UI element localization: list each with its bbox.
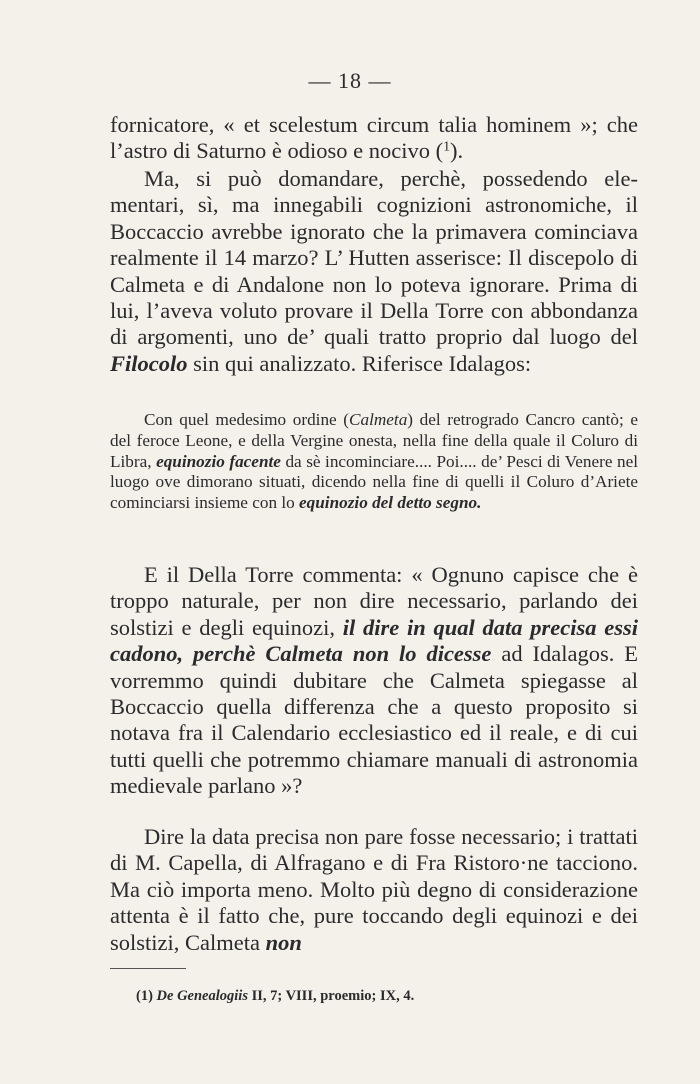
quote-italic-name: Calmeta: [349, 410, 408, 429]
footnote: [136, 987, 636, 1005]
emphasized-word: non: [265, 929, 302, 955]
paragraph-text: Dire la data precisa non pare fosse necessario; i trattati di M. Capella, di Alfragano e di Fra Ristoro·ne tacciono. Ma ciò importa meno. Molto più degno di considerazione attenta è il fatto che, pure toccando degli equinozi e dei solstizi, Calmeta: [110, 824, 638, 955]
footnote-divider: [110, 968, 186, 969]
block-quotation: [110, 410, 638, 514]
paragraph-text: E il Della Torre commenta: « Ognuno capisce che è troppo naturale, per non dire necessario, parlando dei solstizi e degli equinozi,: [110, 562, 638, 640]
quote-italic-phrase: equinozio facente: [156, 451, 281, 471]
paragraph-text: sin qui analizzato. Riferisce Idalagos:: [187, 350, 532, 376]
work-title-filocolo: Filocolo: [110, 350, 188, 376]
quote-text: Con quel medesimo ordine (: [144, 410, 350, 429]
paragraph-text: Ma, si può domandare, perchè, possedendo elementari, sì, ma innegabili cognizioni astronomiche, il Boccaccio avrebbe ignorato che la primavera cominciava realmente il 14 marzo? L’ Hutten asserisce: Il discepolo di Calmeta e di Andalone non lo poteva ignorare. Prima di lui, l’aveva voluto provare il Della Torre con abbondanza di argomenti, uno de’ quali tratto proprio dal luogo del: [110, 166, 638, 350]
paragraph-text: ).: [450, 138, 464, 164]
paragraph-text: ad Idalagos. E vorremmo quindi dubitare che Calmeta spiegasse al Boccaccio quella differenza che a questo proposito si notava fra il Calendario ecclesiastico ed il reale, e di cui tutti quelli che potremmo chiamare manuali di astronomia medievale parlano »?: [110, 641, 638, 799]
quote-italic-phrase: equinozio del detto segno.: [299, 493, 482, 513]
footnote-text: II, 7; VIII, proemio; IX, 4.: [247, 988, 415, 1004]
footnote-marker: (1): [136, 988, 153, 1004]
footnote-work-title: De Genealogiis: [156, 988, 248, 1004]
paragraph-commentary: [110, 562, 638, 800]
footnote-reference: 1: [443, 139, 451, 155]
paragraph-text: fornicatore, « et scelestum circum talia hominem »; che l’astro di Saturno è odioso e nocivo (: [110, 112, 638, 164]
paragraph-opening: [110, 112, 638, 165]
quote-text: da sè incominciare.... Poi.... de’ Pesci di Venere nel luogo ove dimorano situati, dicendo nella fine di quelli il Coluro d’Ariete cominciarsi insieme con lo: [110, 451, 638, 513]
quote-text: ) del retrogrado Cancro cantò; e del feroce Leone, e della Vergine onesta, nella fine della quale il Coluro di Libra,: [110, 410, 638, 471]
paragraph-question: [110, 166, 638, 377]
page-number: — 18 —: [308, 68, 392, 93]
emphasized-phrase: il dire in qual data precisa essi cadono, perchè Calmeta non lo dicesse: [110, 614, 638, 667]
paragraph-closing: [110, 824, 638, 956]
